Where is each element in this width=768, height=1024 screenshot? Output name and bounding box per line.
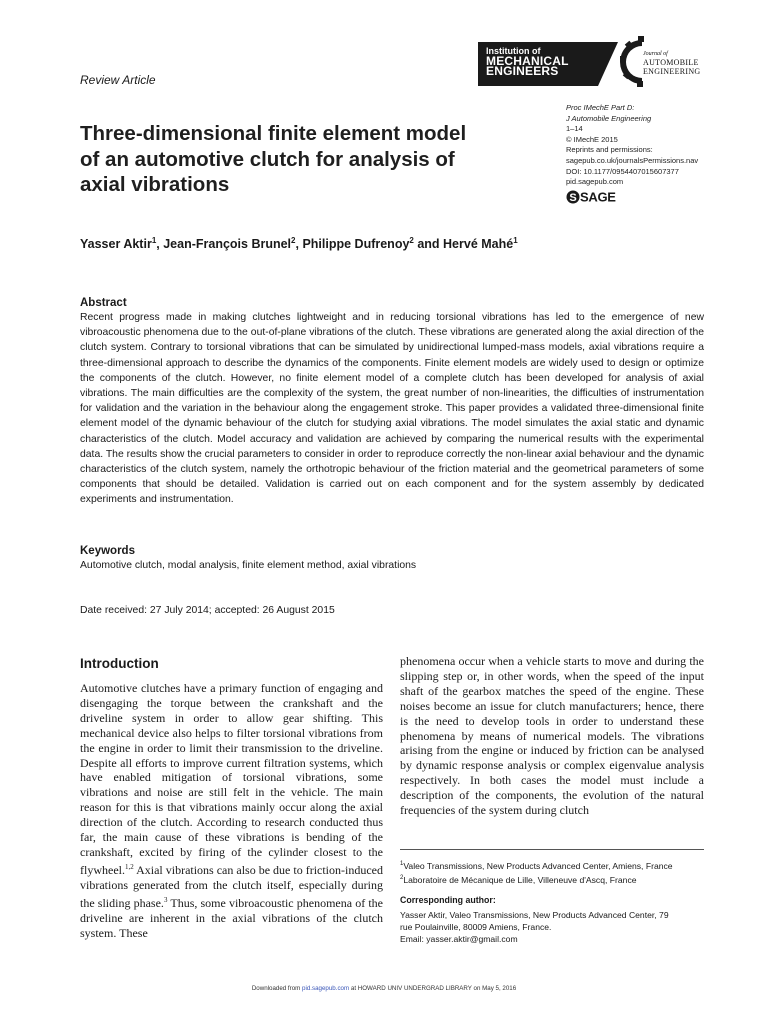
intro-column-right: phenomena occur when a vehicle starts to move and during the slipping step or, in other words, when the speed of the input shaft of the gearbox matches the speed of the engine. These noises become an issue for clutch manufacturers; hence, there is the need to develop tools in order to understand these phenomena by means of numerical models. The vibrations arising from the engine or induced by friction can be analysed by dynamic response analysis or complex eigenvalue analysis respectively. In both cases the model must include a description of the components, the evolution of the natural frequencies of the system during clutch xyxy=(400,654,704,818)
affiliations: $^1$Valeo Transmissions, New Products Advanced Center, Amiens, France $^2$Laboratoire de Mécanique de Lille, Villeneuve d'Ascq, France xyxy=(400,860,673,885)
svg-text:S: S xyxy=(569,191,577,204)
download-footer: Downloaded from pid.sagepub.com at HOWARD UNIV UNDERGRAD LIBRARY on May 5, 2016 xyxy=(251,985,517,992)
footnote-divider xyxy=(400,849,704,850)
keywords-heading: Keywords xyxy=(80,545,135,557)
abstract-text: Recent progress made in making clutches lightweight and in reducing torsional vibrations has led to the emergence of new vibroacoustic phenomena due to the out-of-plane vibrations of the clutch. These vibrations are generated along the axial direction of the clutch system. Contrary to torsional vibrations that can be simulated by unidirectional lumped-mass models, axial vibrations require a three-dimensional approach to describe the dynamics of the components. Finite element models are widely used to design or optimize the components of the clutch. However, no finite element model of a complete clutch has been developed for analysis of axial vibrations. The main difficulties are the complexity of the system, the great number of non-linearities, the difficulties of instrumentation for validation and the variation in the behaviour along the engagement stroke. This paper provides a validated three-dimensional finite element model of the dynamic behaviour of the clutch for studying axial vibrations. The model simulates the axial static and dynamic characteristics of the clutch. Model accuracy and validation are achieved by comparing the numerical results with the experimental data. The results show the crucial parameters to consider in order to reproduce correctly the non-linear axial behaviour and the dynamic characteristics of the clutch system, namely the orthotropic behaviour of the friction material and the geometrical parameters of some components that should be detailed. Validation is carried out on each component and for the system assembly by dedicated experiments and instrumentation. xyxy=(80,312,704,506)
imeche-logo-text: Institution of MECHANICAL ENGINEERS xyxy=(486,46,569,78)
introduction-heading: Introduction xyxy=(80,656,159,671)
abstract-heading: Abstract xyxy=(80,297,127,309)
article-type: Review Article xyxy=(80,73,156,87)
journal-logo-text: Journal of AUTOMOBILE ENGINEERING xyxy=(643,51,701,76)
journal-metadata: Proc IMechE Part D: J Automobile Engineering 1–14 © IMechE 2015 Reprints and permissions: sagepub.co.uk/journalsPermissions.nav DOI: 10.1177/0954407015607377 pid.sagepub.com xyxy=(566,103,699,187)
author-list: Yasser Aktir$^1$, Jean-François Brunel$^2$, Philippe Dufrenoy$^2$ and Hervé Mahé$^1$ xyxy=(80,236,518,252)
date-received: Date received: 27 July 2014; accepted: 26 August 2015 xyxy=(80,605,335,616)
sage-icon xyxy=(566,190,580,204)
keywords-text: Automotive clutch, modal analysis, finite element method, axial vibrations xyxy=(80,560,417,571)
footer-link[interactable]: pid.sagepub.com xyxy=(302,985,350,992)
corresponding-author-heading: Corresponding author: xyxy=(400,895,496,905)
sage-logo: S SAGE xyxy=(566,188,626,206)
corresponding-author-details: Yasser Aktir, Valeo Transmissions, New Products Advanced Center, 79 rue Poulainville, 80009 Amiens, France. Email: yasser.aktir@gmail.com xyxy=(400,910,669,944)
intro-column-left: Automotive clutches have a primary function of engaging and disengaging the torque between the crankshaft and the driveline system in order to allow gear shifting. This mechanical device also helps to filter torsional vibrations from the engine in order to limit their transmission to the driveline. Despite all efforts to improve current filtration systems, which have enabled mitigation of torsional vibrations, some vibrations and noise are still felt in the vehicle. The main reason for this is that vibrations mainly occur along the axial direction of the clutch. According to research conducted thus far, the main cause of these vibrations is bending of the crankshaft, excited by firing of the cylinder closest to the flywheel.$^{1,2}$ Axial vibrations can also be due to friction-induced vibrations generated from the clutch itself, especially during the sliding phase.$^3$ Thus, some vibroacoustic phenomena of the driveline are inherent in the axial vibrations of the clutch system. These xyxy=(80,681,383,940)
paper-title: Three-dimensional finite element model of an automotive clutch for analysis of axial vibrations xyxy=(80,122,467,196)
